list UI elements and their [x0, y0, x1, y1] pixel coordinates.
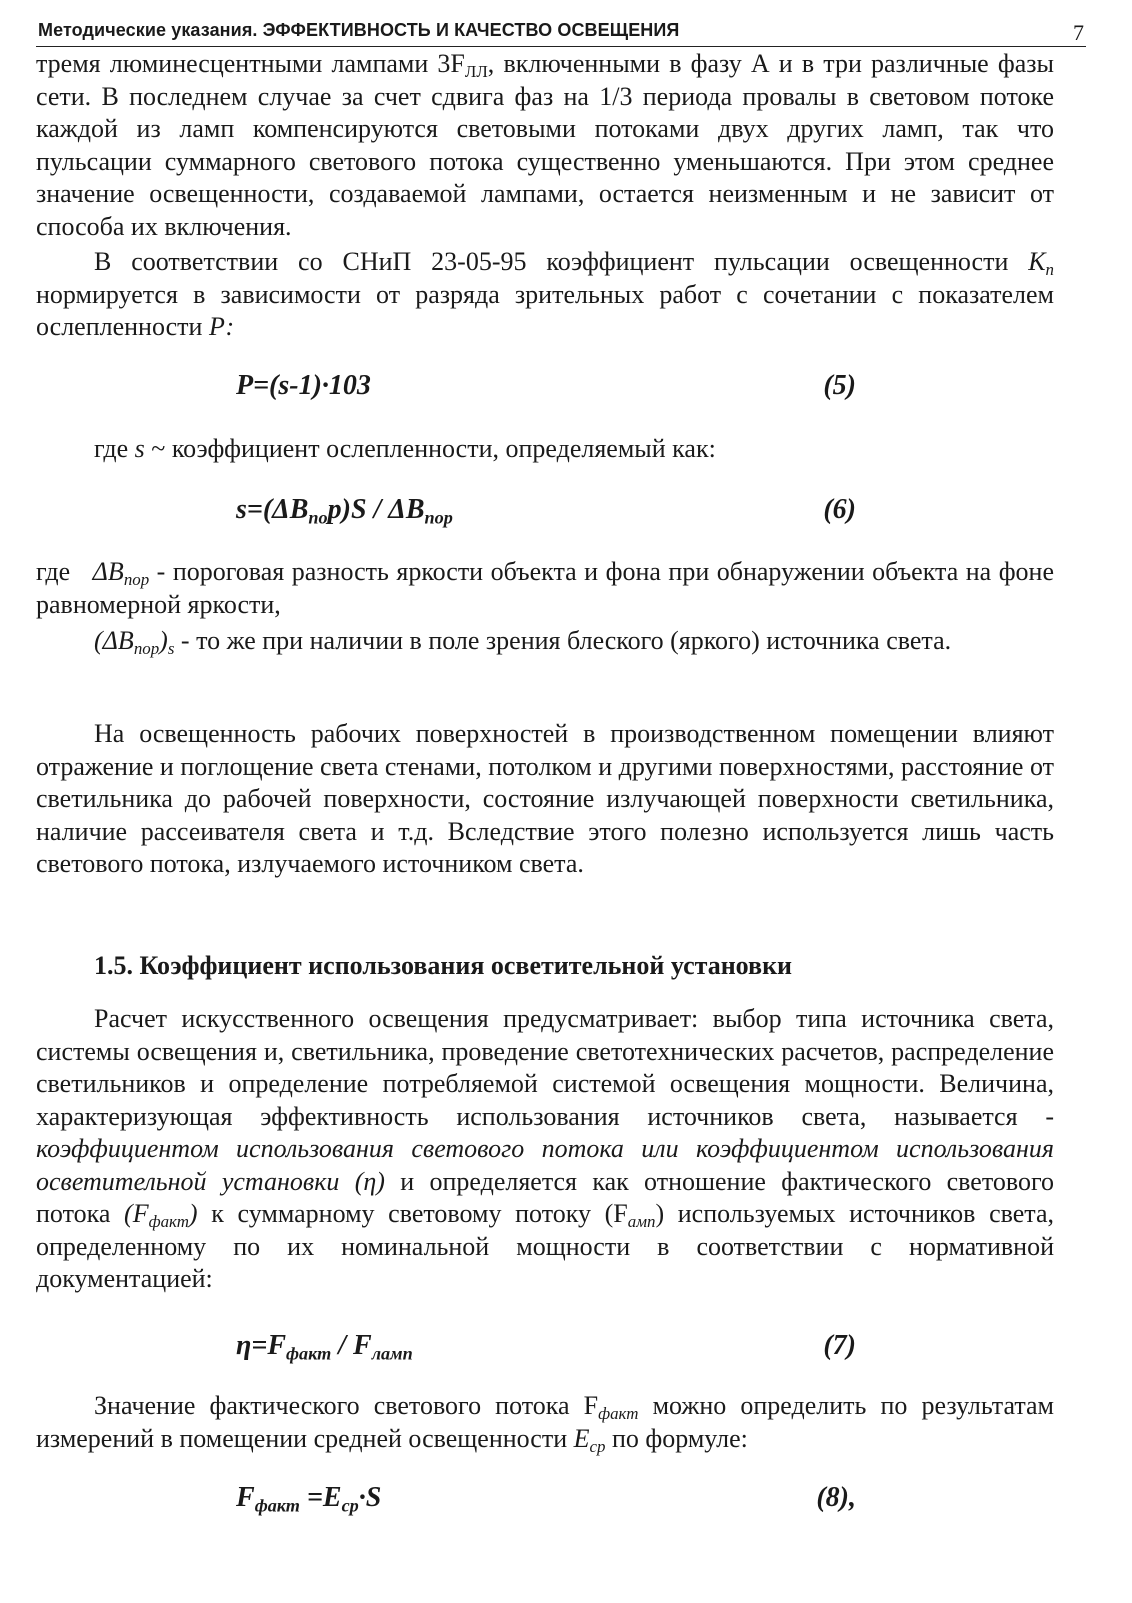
formula-6-number: (6): [823, 494, 856, 525]
paragraph-5: $(\Delta B_{пор})_s$ - то же при наличии в поле зрения блеского (яркого) источника света.: [94, 626, 952, 659]
paragraph-1: тремя люминесцентными лампами $3F_{ЛЛ}$, включенными в фазу А и в три различные фазы сети. В последнем случае за счет сдвига фаз на 1/3 периода провалы в световом потоке каждой из ламп компенсируются световыми потоками двух других ламп, так что пульсации суммарного светового потока существенно уменьшаются. При этом среднее значение освещенности, создаваемой лампами, остается неизменным и не зависит от способа их включения.: [36, 49, 1054, 241]
formula-5-number: (5): [823, 370, 856, 401]
formula-7: [236, 1330, 856, 1366]
formula-8: [236, 1482, 856, 1518]
paragraph-6: На освещенность рабочих поверхностей в производственном помещении влияют отражение и поглощение света стенами, потолком и другими поверхностями, расстояние от светильника до рабочей поверхности, состояние излучающей поверхности светильника, наличие рассеивателя света и т.д. Вследствие этого полезно используется лишь часть светового потока, излучаемого источником света.: [36, 719, 1054, 878]
formula-7-number: (7): [823, 1330, 856, 1361]
section-heading: 1.5. Коэффициент использования осветительной установки: [94, 951, 793, 980]
italic-term: коэффициентом использования светового потока или коэффициентом использования осветительной установки (η): [36, 1134, 1054, 1196]
formula-7-expression: $\eta=F_{факт} / F_{ламп}$: [236, 1330, 413, 1364]
paragraph-3: где s ~ коэффициент ослепленности, определяемый как:: [94, 434, 716, 463]
formula-5-expression: P=(s-1)·103: [236, 370, 371, 401]
formula-8-number: (8),: [816, 1482, 856, 1513]
page-number: 7: [1073, 20, 1084, 45]
paragraph-2: В соответствии со СНиП 23-05-95 коэффициент пульсации освещенности $К_п$ нормируется в зависимости от разряда зрительных работ с сочетании с показателем ослепленности Р:: [36, 247, 1054, 341]
header-title: Методические указания. ЭФФЕКТИВНОСТЬ И КАЧЕСТВО ОСВЕЩЕНИЯ: [38, 20, 680, 40]
running-header: [36, 16, 1086, 47]
paragraph-8: Значение фактического светового потока $F_{факт}$ можно определить по результатам измерений в помещении средней освещенности $E_{ср}$ по формуле:: [36, 1391, 1054, 1456]
formula-5: [236, 370, 856, 406]
formula-8-expression: $F_{факт} =E_{ср}\cdot S$: [236, 1482, 382, 1516]
formula-6-expression: $s=(\Delta B_{no}p)S / \Delta B_{пор}$: [236, 494, 453, 528]
formula-6: [236, 494, 856, 530]
paragraph-4: где $\Delta B_{пор}$ - пороговая разность яркости объекта и фона при обнаружении объекта на фоне равномерной яркости,: [36, 557, 1055, 619]
paragraph-7: Расчет искусственного освещения предусматривает: выбор типа источника света, системы освещения и, светильника, проведение светотехнических расчетов, распределение светильников и определение потребляемой системой освещения мощности. Величина, характеризующая эффективность использования источников света, называется - коэффициентом использования светового потока или коэффициентом использования осветительной установки (η) и определяется как отношение фактического светового потока $(F_{факт})$ к суммарному световому потоку $(F_{амп})$ используемых источников света, определенному по их номинальной мощности в соответствии с нормативной документацией:: [36, 1004, 1054, 1293]
